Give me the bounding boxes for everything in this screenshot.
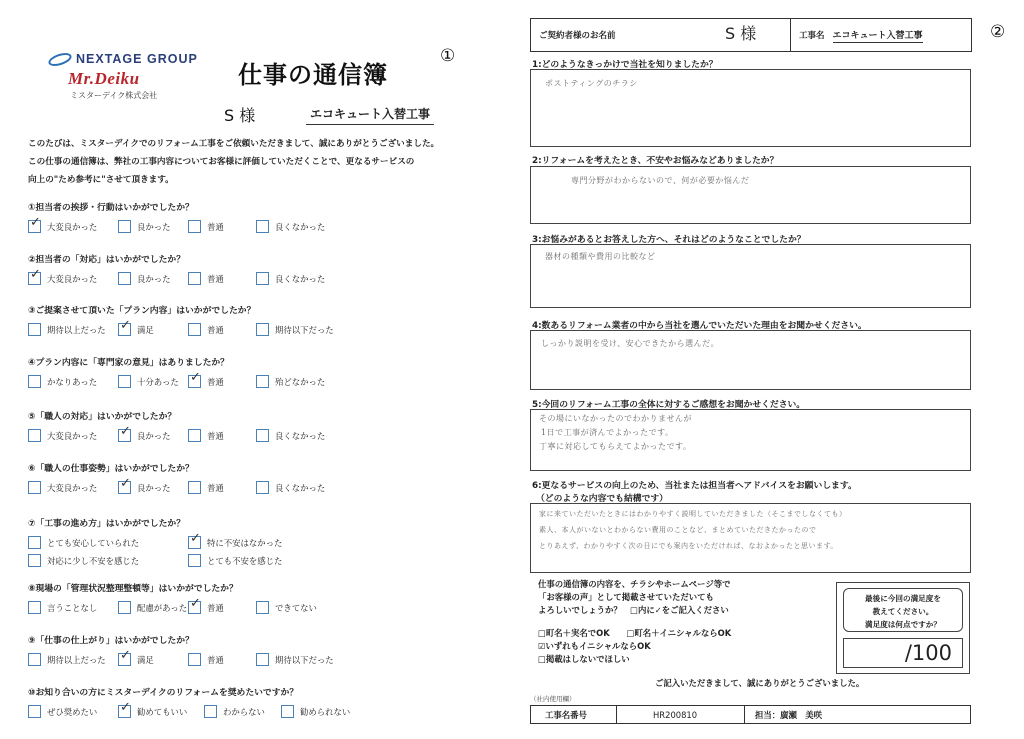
rating-option[interactable] [204,705,265,718]
rating-option[interactable] [188,220,224,233]
option-row [28,375,498,391]
company-name: ミスターデイク株式会社 [70,91,158,100]
rating-option[interactable] [256,272,325,285]
answer-1-box [530,69,971,147]
question-7 [28,516,498,570]
answer-5-text-line: 丁寧に対応してもらえてよかったです。 [539,442,692,451]
question-title: ⑦「工事の進め方」はいかがでしたか？ [28,519,185,529]
rating-option[interactable] [28,536,139,549]
staff-name: 担当：廣瀬 美咲 [755,709,822,720]
option-row [28,429,498,445]
checkbox-icon[interactable] [188,272,201,285]
rating-option[interactable] [28,220,97,233]
checkbox-icon[interactable] [28,705,41,718]
option-label: ぜひ奨めたい [47,706,98,717]
checkbox-icon[interactable] [118,601,131,614]
option-row [28,554,498,570]
option-label: 大変良かった [47,482,98,493]
question-5-title: 5:今回のリフォーム工事の全体に対するご感想をお聞かせください。 [532,400,806,410]
rating-option[interactable] [28,601,97,614]
group-name: NEXTAGE GROUP [76,52,198,66]
publish-option[interactable]: ☑いずれもイニシャルならOK [538,641,651,651]
rating-option[interactable] [256,323,334,336]
question-4 [28,355,498,391]
option-label: とても不安を感じた [207,555,283,566]
option-label: 良くなかった [275,430,326,441]
checkbox-icon[interactable] [28,429,41,442]
publish-question-line: よろしいでしょうか？ □内に✓をご記入ください [538,605,729,615]
option-label: 大変良かった [47,221,98,232]
option-row [28,481,498,497]
option-row [28,705,498,721]
option-row [28,323,498,339]
answer-5-box [530,409,971,471]
satisfaction-prompt [843,588,963,632]
option-label: 普通 [207,273,224,284]
checkbox-icon[interactable] [28,323,41,336]
checkbox-icon[interactable] [118,375,131,388]
question-title: ⑥「職人の仕事姿勢」はいかがでしたか？ [28,464,194,474]
work-number-value: HR200810 [617,706,745,723]
rating-option[interactable] [188,536,282,549]
option-label: 対応に少し不安を感じた [47,555,140,566]
rating-option[interactable] [118,375,179,388]
rating-option[interactable] [28,429,97,442]
checkbox-icon[interactable] [118,220,131,233]
rating-option[interactable] [28,554,139,567]
rating-option[interactable] [118,481,171,494]
option-label: 満足 [137,654,154,665]
option-label: 大変良かった [47,430,98,441]
answer-2-box [530,166,971,224]
option-row [28,220,498,236]
page-number: ② [990,22,1006,42]
answer-2-text: 専門分野がわからないので、何が必要か悩んだ [571,176,750,185]
checkbox-icon[interactable] [28,536,41,549]
question-1-title: 1:どのようなきっかけで当社を知りましたか？ [532,60,718,70]
checkbox-icon[interactable] [188,220,201,233]
option-label: 期待以上だった [47,654,106,665]
checkbox-icon[interactable] [256,272,269,285]
option-label: 期待以上だった [47,324,106,335]
question-title: ②担当者の「対応」はいかがでしたか？ [28,255,185,265]
checkbox-icon[interactable] [204,705,217,718]
question-6-subtitle: （どのような内容でも結構です） [536,494,668,504]
rating-option[interactable] [188,323,224,336]
intro-line: 向上の"ため参考に"させて頂きます。 [28,175,174,185]
question-1 [28,200,498,236]
checkbox-icon[interactable] [256,653,269,666]
checkbox-icon[interactable] [28,481,41,494]
checkbox-icon[interactable] [188,554,201,567]
customer-name-value: S 様 [725,24,757,43]
option-label: 配慮があった [137,602,188,613]
answer-6-box [530,503,971,573]
checkbox-icon[interactable] [256,323,269,336]
option-label: 特に不安はなかった [207,537,283,548]
checked-checkbox-icon[interactable] [28,220,41,233]
rating-option[interactable] [28,375,97,388]
checkbox-icon[interactable] [188,653,201,666]
answer-3-box [530,244,971,308]
rating-option[interactable] [256,601,317,614]
publish-option[interactable]: □掲載はしないでほしい [538,654,630,664]
checkbox-icon[interactable] [188,323,201,336]
satisfaction-prompt-line: 最後に今回の満足度を [865,594,941,603]
checkbox-icon[interactable] [256,220,269,233]
checked-checkbox-icon[interactable] [118,481,131,494]
office-use-label: （社内使用欄） [530,695,576,703]
work-name-cell [791,19,923,51]
rating-option[interactable] [118,601,187,614]
checked-checkbox-icon[interactable] [118,653,131,666]
checkbox-icon[interactable] [28,554,41,567]
survey-page-2 [520,0,1024,739]
checked-checkbox-icon[interactable] [118,429,131,442]
publish-question-line: 「お客様の声」として掲載させていただいても [538,592,714,602]
option-label: 良かった [137,221,171,232]
question-title: ⑤「職人の対応」はいかがでしたか？ [28,412,177,422]
customer-name-label: ご契約者様のお名前 [539,31,616,41]
question-10 [28,685,498,721]
option-label: 普通 [207,602,224,613]
mr-deiku-logo: Mr.Deiku [68,69,140,88]
work-number-label: 工事名番号 [531,706,617,723]
question-5 [28,409,498,445]
answer-6-text-line: 家に来ていただいたときにはわかりやすく説明していただきました（そこまでしなくても） [539,510,847,518]
rating-option[interactable] [188,554,282,567]
option-label: 良くなかった [275,221,326,232]
question-8 [28,581,498,617]
option-row [28,272,498,288]
answer-5-text-line: 1日で工事が済んでよかったです。 [541,428,674,437]
publish-options [538,627,731,666]
option-row [28,536,498,552]
option-label: 期待以下だった [275,654,334,665]
option-label: 普通 [207,376,224,387]
answer-3-text: 器材の種類や費用の比較など [545,252,656,261]
intro-text [28,135,468,189]
rating-option[interactable] [188,481,224,494]
checkbox-icon[interactable] [28,601,41,614]
option-label: 普通 [207,482,224,493]
rating-option[interactable] [118,220,171,233]
question-6-title: 6:更なるサービスの向上のため、当社または担当者へアドバイスをお願いします。 [532,481,857,491]
option-label: 言うことなし [47,602,98,613]
rating-option[interactable] [118,272,171,285]
answer-6-text-line: とりあえず、わかりやすく次の日にでも案内をいただければ、なおよかったと思います。 [539,542,838,550]
question-3-title: 3:お悩みがあるとお答えした方へ、それはどのようなことでしたか？ [532,235,806,245]
option-label: 普通 [207,221,224,232]
rating-option[interactable] [28,323,106,336]
work-name-value: エコキュート入替工事 [833,28,923,43]
page-number: ① [440,46,456,66]
rating-option[interactable] [118,705,187,718]
rating-option[interactable] [188,375,224,388]
question-3 [28,303,498,339]
rating-option[interactable] [256,429,325,442]
question-4-title: 4:数あるリフォーム業者の中から当社を選んでいただいた理由をお聞かせください。 [532,321,867,331]
answer-5-text-line: その場にいなかったのでわかりませんが [539,414,692,423]
option-label: かなりあった [47,376,98,387]
rating-option[interactable] [188,601,224,614]
question-9 [28,633,498,669]
checkbox-icon[interactable] [256,481,269,494]
customer-name-cell [531,19,791,51]
checkbox-icon[interactable] [28,653,41,666]
rating-option[interactable] [188,653,224,666]
option-row [28,601,498,617]
question-2-title: 2:リフォームを考えたとき、不安やお悩みなどありましたか？ [532,156,779,166]
option-label: 大変良かった [47,273,98,284]
publish-option[interactable]: □町名＋実名でOK □町名＋イニシャルならOK [538,628,732,638]
satisfaction-box [836,582,970,674]
question-title: ①担当者の挨拶・行動はいかがでしたか？ [28,203,194,213]
question-title: ⑧現場の「管理状況整理整頓等」はいかがでしたか？ [28,584,238,594]
option-label: 普通 [207,430,224,441]
question-title: ⑩お知り合いの方にミスターデイクのリフォームを奨めたいですか？ [28,688,299,698]
option-label: わからない [223,706,265,717]
option-label: 良かった [137,430,171,441]
option-label: 十分あった [137,376,179,387]
rating-option[interactable] [256,653,334,666]
rating-option[interactable] [28,481,97,494]
option-label: できてない [275,602,317,613]
answer-1-text: ポストティングのチラシ [545,79,638,88]
rating-option[interactable] [28,653,106,666]
checkbox-icon[interactable] [28,375,41,388]
answer-6-text-line: 素人、本人がいないとわからない費用のことなど、まとめていただきたかったので [539,526,817,534]
rating-option[interactable] [28,272,97,285]
customer-header-table [530,18,972,52]
checkbox-icon[interactable] [256,429,269,442]
checkbox-icon[interactable] [188,429,201,442]
thanks-text: ご記入いただきまして、誠にありがとうございました。 [655,678,865,688]
question-title: ③ご提案させて頂いた「プラン内容」はいかがでしたか？ [28,306,256,316]
checked-checkbox-icon[interactable] [118,705,131,718]
rating-option[interactable] [281,705,350,718]
option-label: 良かった [137,273,171,284]
option-label: 満足 [137,324,154,335]
ring-logo-icon [47,50,73,68]
option-label: 勧められない [300,706,351,717]
satisfaction-score-field[interactable]: /100 [843,638,963,668]
answer-4-box [530,330,971,390]
document-title: 仕事の通信簿 [238,61,388,89]
checkbox-icon[interactable] [118,272,131,285]
answer-4-text: しっかり説明を受け、安心できたから選んだ。 [541,339,720,348]
survey-page-1 [0,0,510,739]
question-6 [28,461,498,497]
option-label: 良かった [137,482,171,493]
checked-checkbox-icon[interactable] [28,272,41,285]
work-name-label: 工事名 [799,31,825,41]
rating-option[interactable] [118,323,154,336]
option-label: 期待以下だった [275,324,334,335]
option-label: 殆どなかった [275,376,326,387]
publish-question-line: 仕事の通信簿の内容を、チラシやホームページ等で [538,579,731,589]
option-row [28,653,498,669]
rating-option[interactable] [188,272,224,285]
question-2 [28,252,498,288]
checkbox-icon[interactable] [281,705,294,718]
work-name: エコキュート入替工事 [306,105,434,125]
option-label: 普通 [207,654,224,665]
customer-name: S 様 [224,106,256,125]
question-title: ⑨「仕事の仕上がり」はいかがでしたか？ [28,636,194,646]
option-label: 普通 [207,324,224,335]
company-logo [48,52,238,101]
satisfaction-prompt-line: 満足度は何点ですか？ [865,620,941,629]
checkbox-icon[interactable] [256,601,269,614]
checked-checkbox-icon[interactable] [188,375,201,388]
rating-option[interactable] [188,429,224,442]
intro-line: この仕事の通信簿は、弊社の工事内容についてお客様に評価していただくことで、更なるサービスの [28,157,415,167]
checked-checkbox-icon[interactable] [188,536,201,549]
satisfaction-prompt-line: 教えてください。 [872,607,934,616]
publish-question [538,578,838,617]
option-label: とても安心していられた [47,537,140,548]
office-use-table [530,705,971,724]
rating-option[interactable] [118,429,171,442]
nextage-group-logo [48,52,238,66]
option-label: 良くなかった [275,482,326,493]
intro-line: このたびは、ミスターデイクでのリフォーム工事をご依頼いただきまして、誠にありがとうございました。 [28,139,440,149]
checked-checkbox-icon[interactable] [118,323,131,336]
checkbox-icon[interactable] [188,481,201,494]
checkbox-icon[interactable] [256,375,269,388]
option-label: 良くなかった [275,273,326,284]
rating-option[interactable] [256,220,325,233]
option-label: 勧めてもいい [137,706,188,717]
checked-checkbox-icon[interactable] [188,601,201,614]
rating-option[interactable] [28,705,97,718]
rating-option[interactable] [256,375,325,388]
rating-option[interactable] [256,481,325,494]
question-title: ④プラン内容に「専門家の意見」はありましたか？ [28,358,229,368]
rating-option[interactable] [118,653,154,666]
